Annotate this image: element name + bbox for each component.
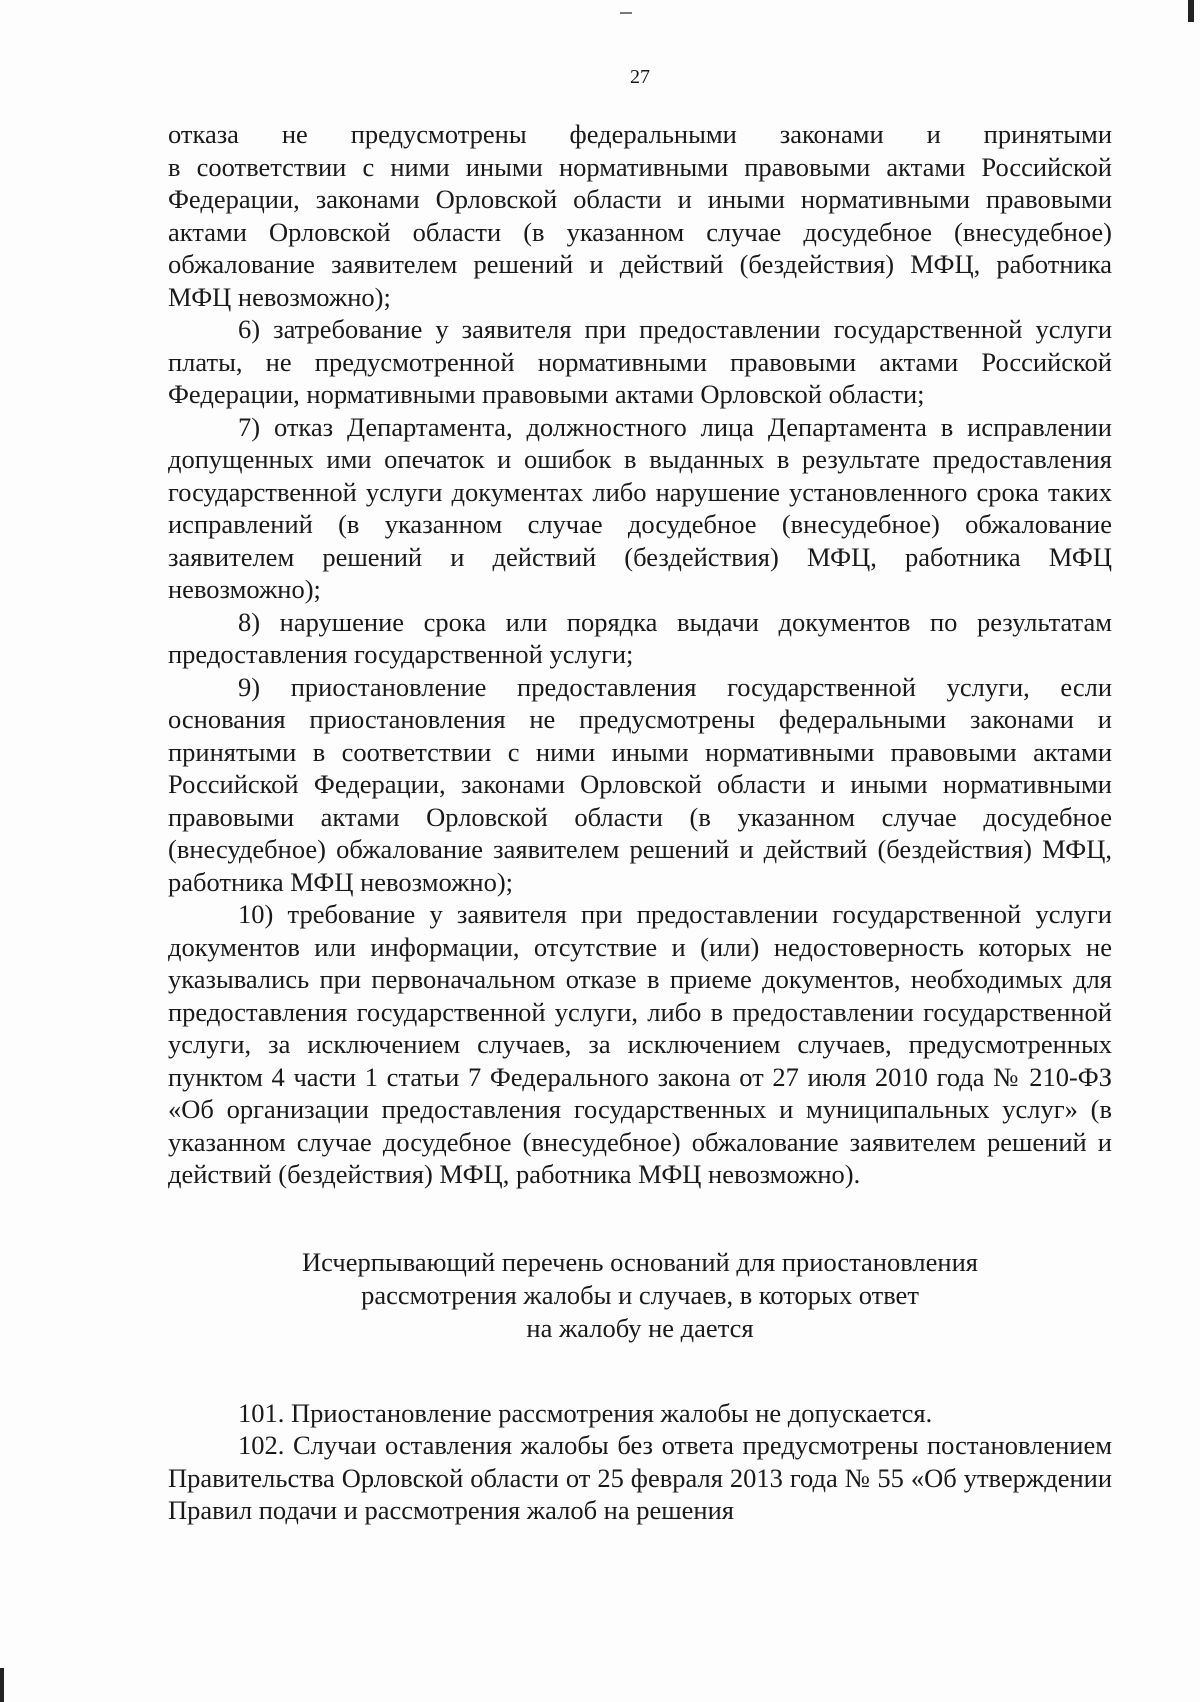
paragraph-item-8: 8) нарушение срока или порядка выдачи документов по результатам предоставления государственной услуги; [168, 606, 1112, 669]
page-number: 27 [630, 66, 650, 88]
paragraph-rest: в соответствии с ними иными нормативными правовыми актами Российской Федерации, законами Орловской области и иными нормативными правовыми актами Орловской области (в указанном случае досудебное (внесудебное) обжалование заявителем решений и действий (бездействия) МФЦ, работника МФЦ невозможно); [168, 151, 1112, 312]
paragraph-continuation [168, 118, 1112, 313]
paragraph-item-9: 9) приостановление предоставления государственной услуги, если основания приостановления не предусмотрены федеральными законами и принятыми в соответствии с ними иными нормативными правовыми актами Российской Федерации, законами Орловской области и иными нормативными правовыми актами Орловской области (в указанном случае досудебное (внесудебное) обжалование заявителем решений и действий (бездействия) МФЦ, работника МФЦ невозможно); [168, 671, 1112, 897]
section-heading-line-2: рассмотрения жалобы и случаев, в которых ответ [361, 1279, 919, 1310]
scan-mark-top-center [620, 12, 632, 14]
scan-mark-top-right [1188, 0, 1194, 22]
paragraph-item-10: 10) требование у заявителя при предоставлении государственной услуги документов или информации, отсутствие и (или) недостоверность которых не указывались при первоначальном отказе в приеме документов, необходимых для предоставления государственной услуги, либо в предоставлении государственной услуги, за исключением случаев, за исключением случаев, предусмотренных пунктом 4 части 1 статьи 7 Федерального закона от 27 июля 2010 года № 210-ФЗ «Об организации предоставления государственных и муниципальных услуг» (в указанном случае досудебное (внесудебное) обжалование заявителем решений и действий (бездействия) МФЦ, работника МФЦ невозможно). [168, 899, 1112, 1189]
scan-mark-bottom-left [0, 1668, 4, 1702]
document-body [168, 118, 1112, 1527]
paragraph-101: 101. Приостановление рассмотрения жалобы не допускается. [238, 1397, 933, 1428]
paragraph-item-6: 6) затребование у заявителя при предоставлении государственной услуги платы, не предусмотренной нормативными правовыми актами Российской Федерации, нормативными правовыми актами Орловской области; [168, 314, 1112, 409]
paragraph-first-line: отказа не предусмотрены федеральными законами и принятыми [168, 119, 1112, 149]
section-heading [168, 1246, 1112, 1345]
paragraph-102: 102. Случаи оставления жалобы без ответа предусмотрены постановлением Правительства Орловской области от 25 февраля 2013 года № 55 «Об утверждении Правил подачи и рассмотрения жалоб на решения [168, 1430, 1112, 1525]
paragraph-item-7: 7) отказ Департамента, должностного лица Департамента в исправлении допущенных ими опечаток и ошибок в выданных в результате предоставления государственной услуги документах либо нарушение установленного срока таких исправлений (в указанном случае досудебное (внесудебное) обжалование заявителем решений и действий (бездействия) МФЦ, работника МФЦ невозможно); [168, 411, 1112, 604]
section-heading-line-1: Исчерпывающий перечень оснований для приостановления [302, 1246, 978, 1277]
section-heading-line-3: на жалобу не дается [526, 1312, 754, 1343]
